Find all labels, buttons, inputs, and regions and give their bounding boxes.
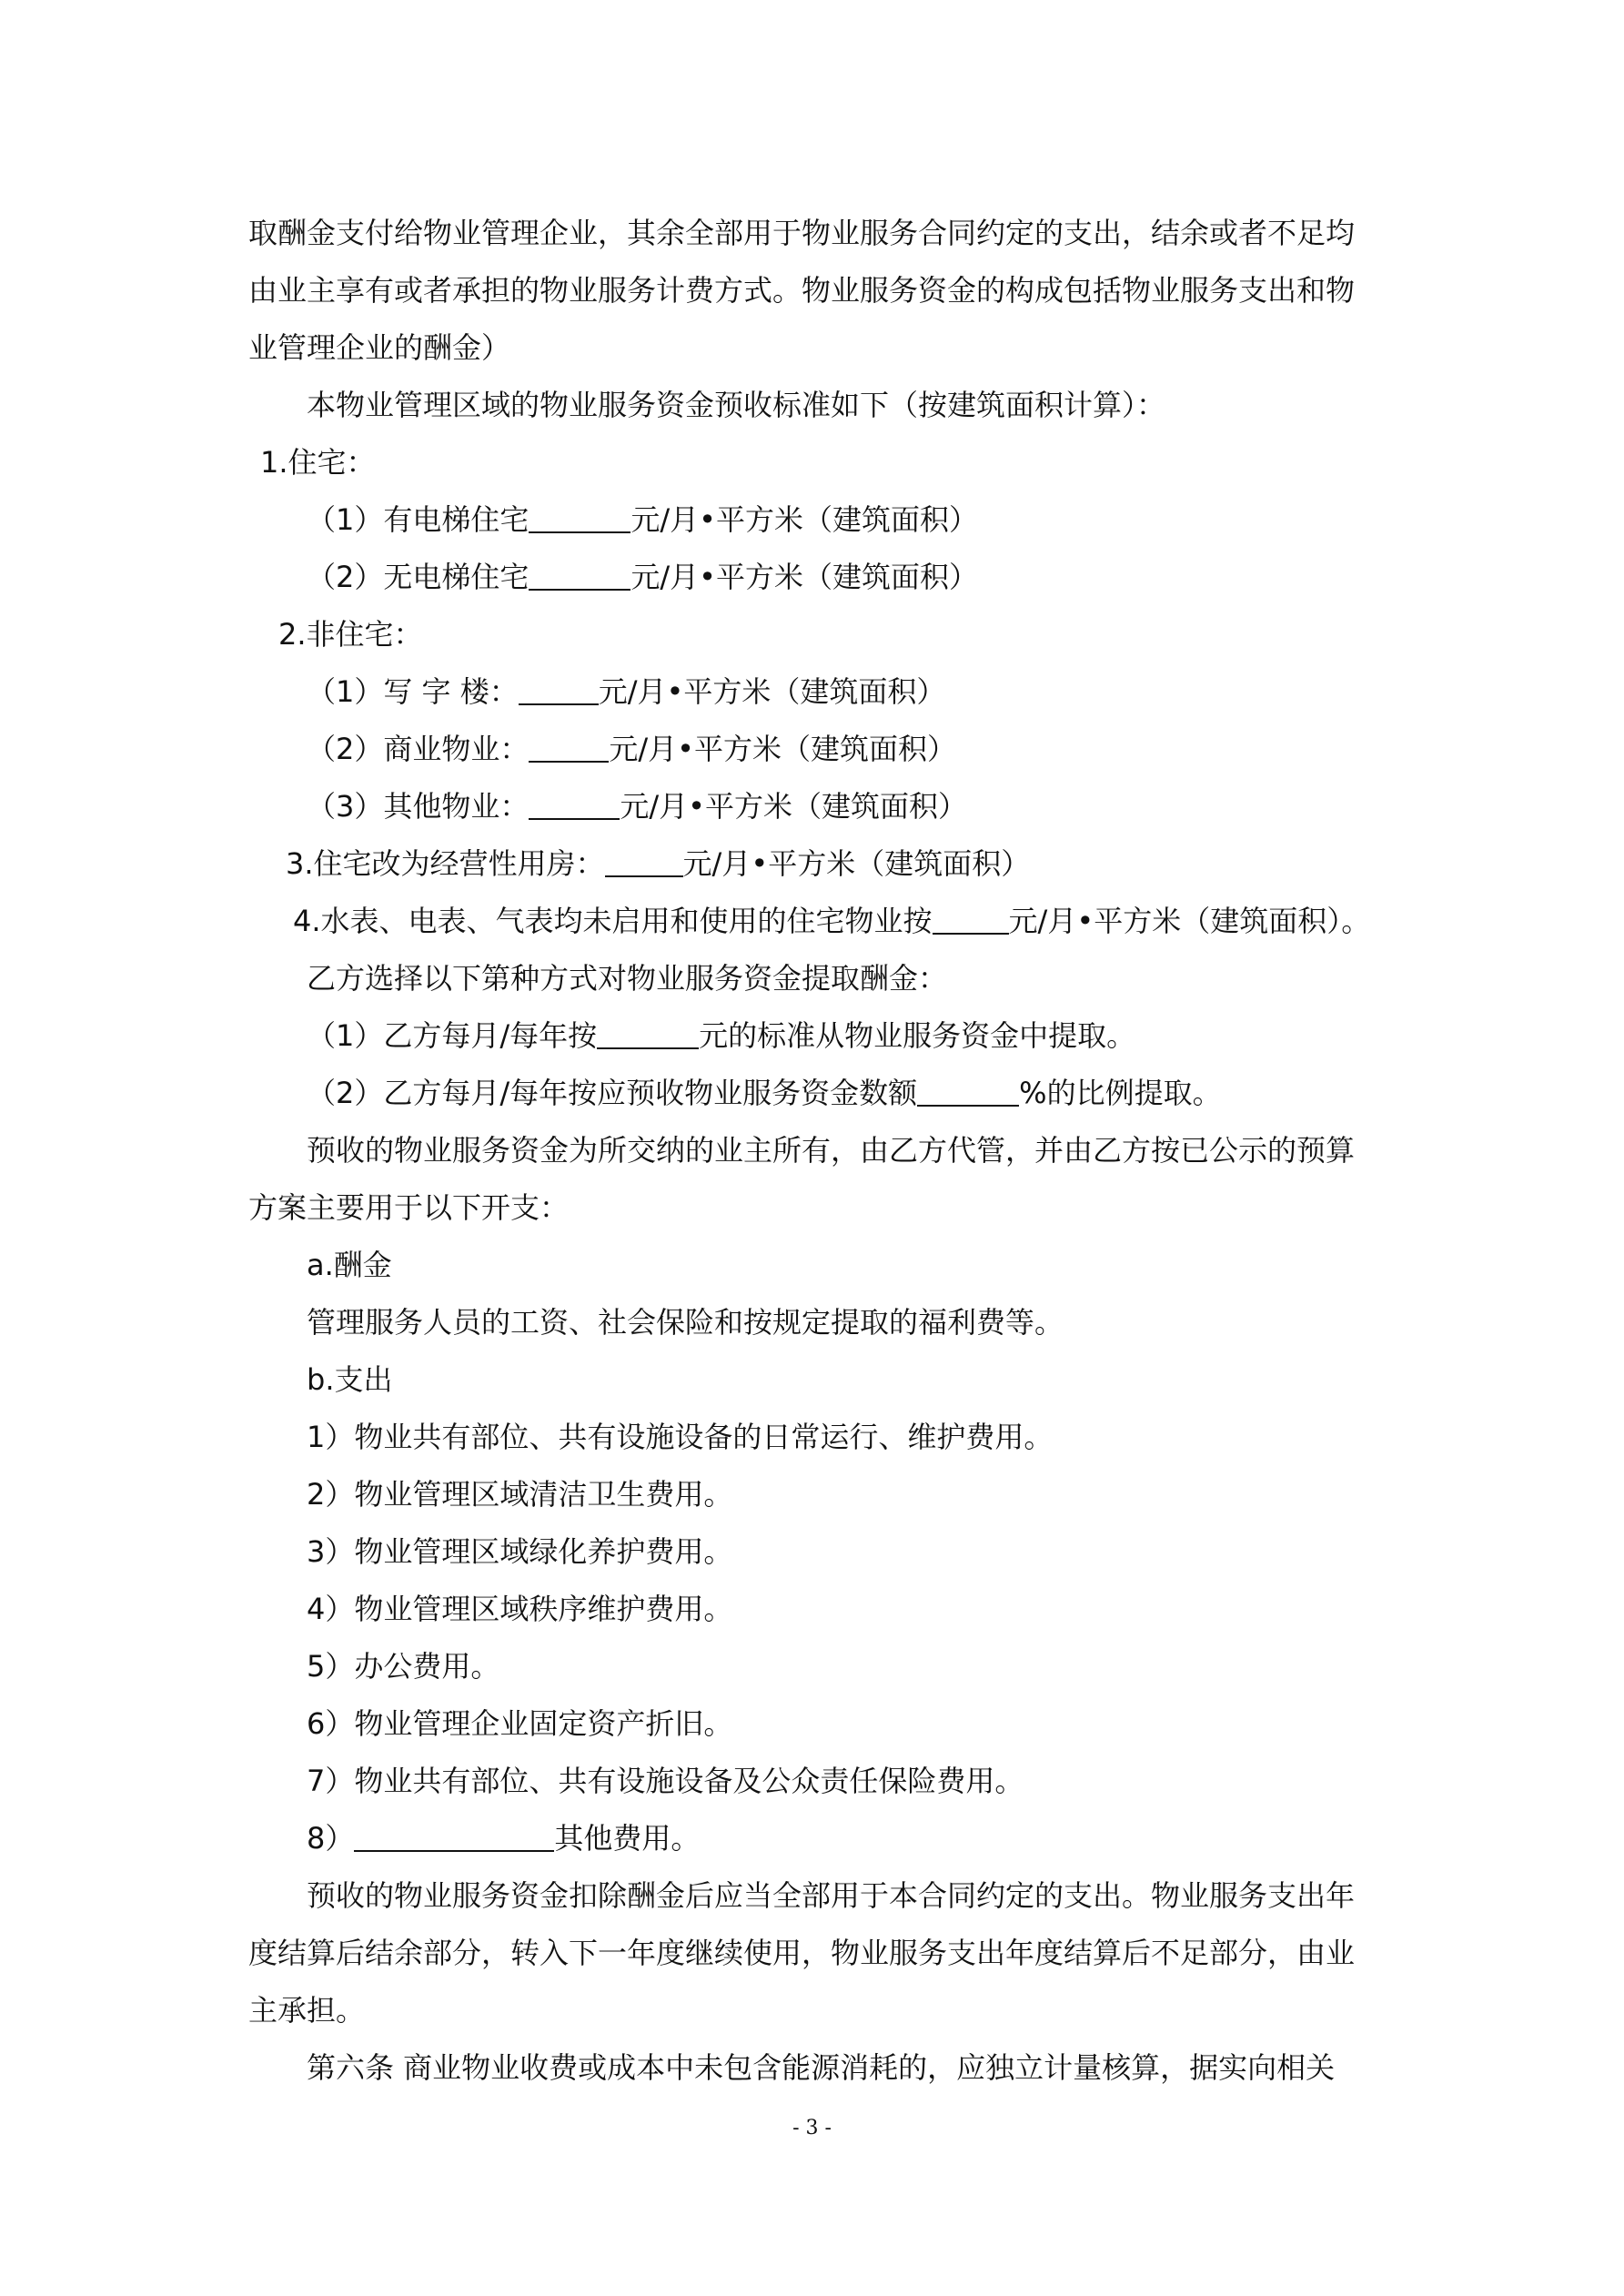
fill-in-blank [529, 501, 630, 533]
fill-in-blank [529, 787, 620, 820]
text-line: 管理服务人员的工资、社会保险和按规定提取的福利费等。 [307, 1305, 1064, 1340]
line-text-after: 元/月•平方米（建筑面积） [630, 560, 979, 594]
fill-in-line [307, 555, 1624, 599]
text-line: 业管理企业的酬金） [248, 330, 511, 365]
text-line: 由业主享有或者承担的物业服务计费方式。物业服务资金的构成包括物业服务支出和物 [248, 273, 1356, 308]
text-line: 预收的物业服务资金为所交纳的业主所有，由乙方代管，并由乙方按已公示的预算 [307, 1133, 1356, 1168]
line-text-before: 8） [307, 1821, 355, 1856]
fill-in-blank [529, 730, 609, 763]
line-text-after: 元/月•平方米（建筑面积） [682, 846, 1031, 881]
fill-in-blank [597, 1017, 699, 1049]
fill-in-line [307, 1014, 1624, 1057]
line-text-after: 元/月•平方米（建筑面积） [609, 732, 957, 766]
fill-in-line [293, 899, 1624, 943]
text-line: 主承担。 [248, 1993, 366, 2028]
text-line: 2.非住宅： [278, 617, 423, 652]
line-text-after: 元/月•平方米（建筑面积） [620, 789, 968, 824]
fill-in-line [286, 842, 1624, 885]
text-line: 1）物业共有部位、共有设施设备的日常运行、维护费用。 [307, 1420, 1054, 1454]
text-line: 3）物业管理区域绿化养护费用。 [307, 1534, 733, 1569]
fill-in-line [307, 1071, 1624, 1115]
line-text-before: （2）乙方每月/每年按应预收物业服务资金数额 [307, 1076, 918, 1110]
line-text-after: 元的标准从物业服务资金中提取。 [699, 1018, 1136, 1053]
text-line: 方案主要用于以下开支： [248, 1190, 570, 1225]
fill-in-line [307, 727, 1624, 771]
text-line: b.支出 [307, 1362, 393, 1397]
line-text-before: （2）无电梯住宅 [307, 560, 530, 594]
page-number: - 3 - [792, 2117, 832, 2139]
line-text-before: （1）乙方每月/每年按 [307, 1018, 598, 1053]
fill-in-line [307, 1816, 1624, 1860]
line-text-after: 元/月•平方米（建筑面积） [598, 674, 946, 709]
fill-in-blank [354, 1819, 554, 1852]
line-text-after: 元/月•平方米（建筑面积）。 [1008, 904, 1371, 938]
fill-in-blank [917, 1074, 1019, 1107]
line-text-before: （3）其他物业： [307, 789, 530, 824]
text-line: 第六条 商业物业收费或成本中未包含能源消耗的，应独立计量核算，据实向相关 [307, 2050, 1336, 2085]
text-line: 预收的物业服务资金扣除酬金后应当全部用于本合同约定的支出。物业服务支出年 [307, 1878, 1356, 1913]
line-text-before: （1）有电梯住宅 [307, 502, 530, 537]
text-line: 度结算后结余部分，转入下一年度继续使用，物业服务支出年度结算后不足部分，由业 [248, 1936, 1356, 1970]
text-line: 1.住宅： [260, 445, 376, 480]
text-line: 5）办公费用。 [307, 1649, 500, 1684]
fill-in-line [307, 670, 1624, 713]
line-text-before: 4.水表、电表、气表均未启用和使用的住宅物业按 [293, 904, 933, 938]
line-text-before: 3.住宅改为经营性用房： [286, 846, 605, 881]
line-text-after: %的比例提取。 [1019, 1076, 1222, 1110]
line-text-after: 元/月•平方米（建筑面积） [630, 502, 979, 537]
text-line: 本物业管理区域的物业服务资金预收标准如下（按建筑面积计算）： [307, 388, 1166, 422]
text-line: 乙方选择以下第种方式对物业服务资金提取酬金： [307, 961, 948, 996]
fill-in-blank [933, 902, 1009, 935]
text-line: a.酬金 [307, 1248, 392, 1282]
text-line: 取酬金支付给物业管理企业，其余全部用于物业服务合同约定的支出，结余或者不足均 [248, 216, 1356, 250]
fill-in-line [307, 498, 1624, 541]
line-text-after: 其他费用。 [554, 1821, 701, 1856]
text-line: 6）物业管理企业固定资产折旧。 [307, 1706, 733, 1741]
text-line: 4）物业管理区域秩序维护费用。 [307, 1592, 733, 1626]
fill-in-blank [529, 558, 630, 591]
line-text-before: （2）商业物业： [307, 732, 530, 766]
text-line: 7）物业共有部位、共有设施设备及公众责任保险费用。 [307, 1764, 1024, 1798]
fill-in-line [307, 784, 1624, 828]
text-line: 2）物业管理区域清洁卫生费用。 [307, 1477, 733, 1512]
fill-in-blank [519, 673, 599, 705]
fill-in-blank [605, 845, 683, 877]
line-text-before: （1）写 字 楼： [307, 674, 519, 709]
